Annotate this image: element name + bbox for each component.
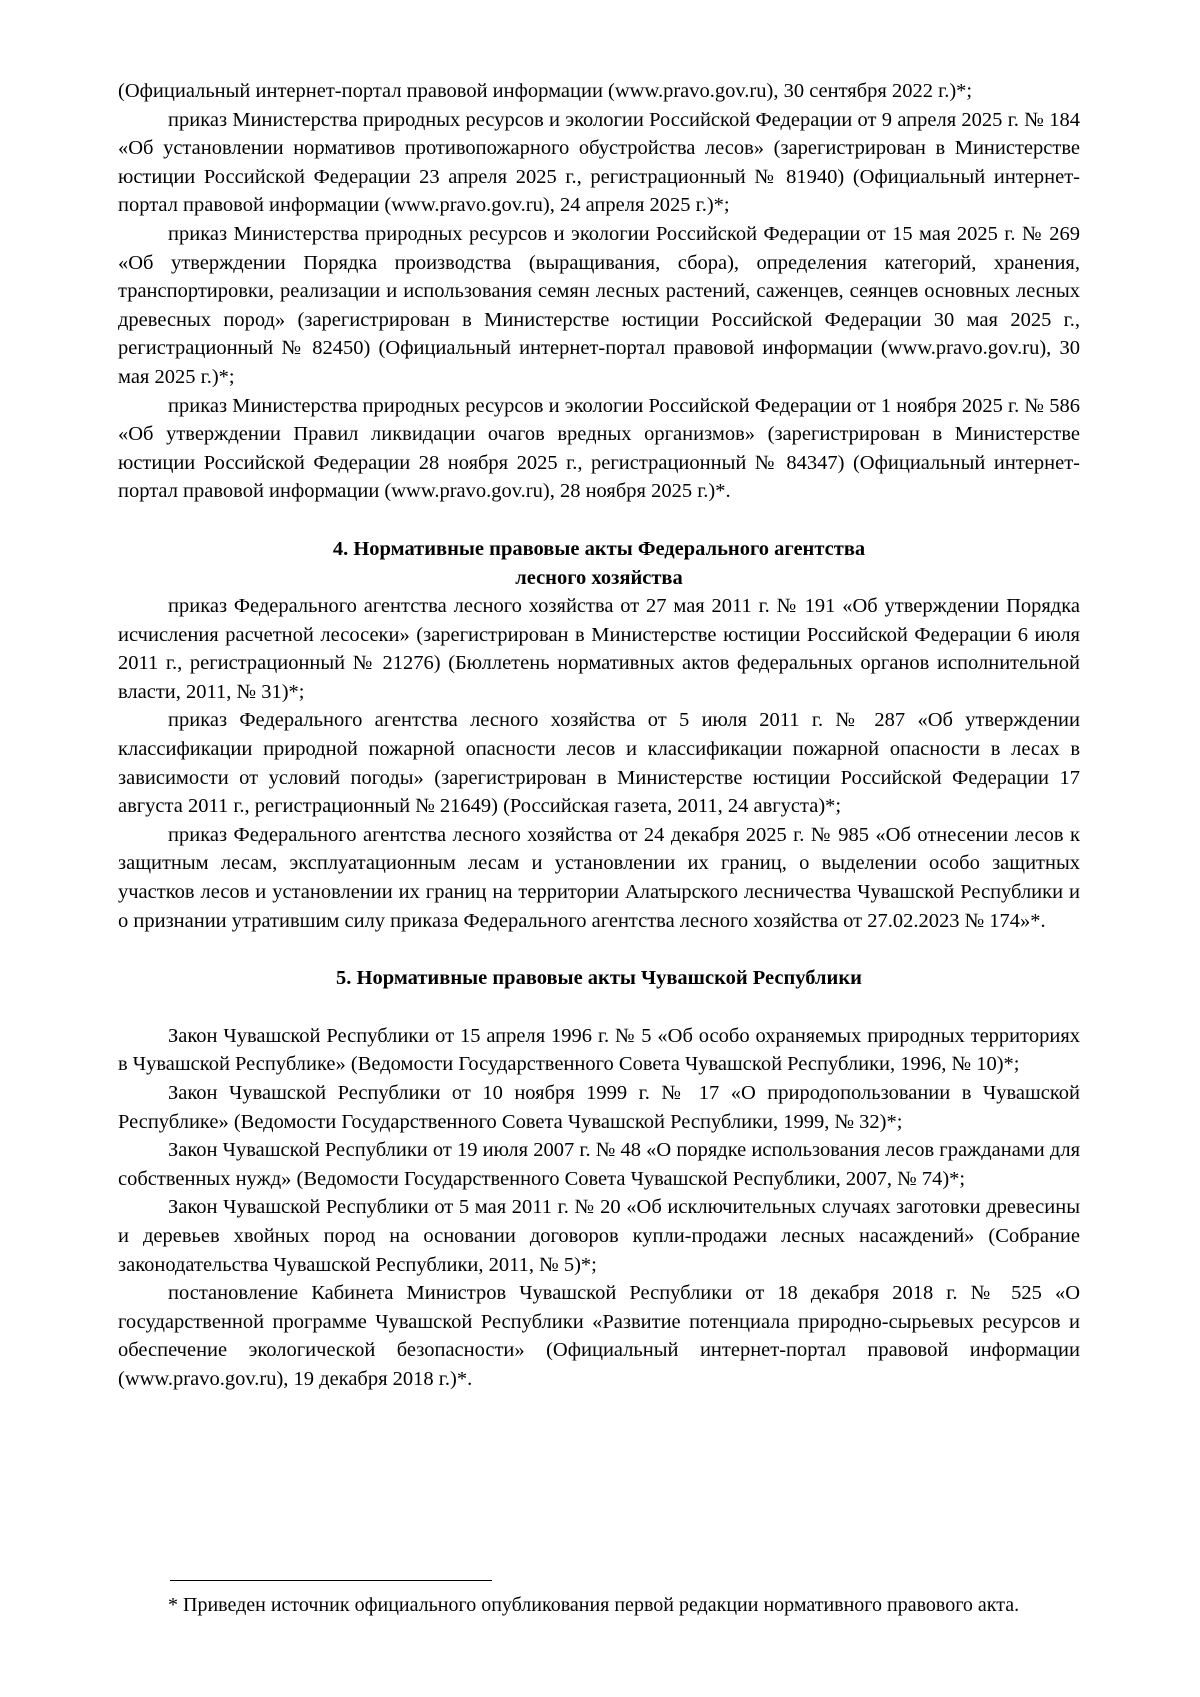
footnote-separator [170, 1580, 492, 1581]
paragraph-law-17: Закон Чувашской Республики от 10 ноября 1999 г. № 17 «О природопользовании в Чувашской Республике» (Ведомости Государственного Совета Чувашской Республики, 1999, № 32)*; [118, 1082, 1080, 1133]
paragraph-order-287: приказ Федерального агентства лесного хозяйства от 5 июля 2011 г. № 287 «Об утверждении классификации природной пожарной опасности лесов и классификации пожарной опасности в лесах в зависимости от условий погоды» (зарегистрирован в Министерстве юстиции Российской Федерации 17 августа 2011 г., регистрационный № 21649) (Российская газета, 2011, 24 августа)*; [118, 709, 1080, 818]
document-page [118, 77, 1080, 1394]
paragraph-order-586: приказ Министерства природных ресурсов и экологии Российской Федерации от 1 ноября 2025 г. № 586 «Об утверждении Правил ликвидации очагов вредных организмов» (зарегистрирован в Министерстве юстиции Российской Федерации 28 ноября 2025 г., регистрационный № 84347) (Официальный интернет-портал правовой информации (www.pravo.gov.ru), 28 ноября 2025 г.)*. [118, 394, 1080, 503]
spacer [118, 935, 1080, 964]
section-5-heading: 5. Нормативные правовые акты Чувашской Республики [336, 967, 862, 990]
spacer [118, 506, 1080, 535]
paragraph-order-184: приказ Министерства природных ресурсов и экологии Российской Федерации от 9 апреля 2025 г. № 184 «Об установлении нормативов противопожарного обустройства лесов» (зарегистрирован в Министерстве юстиции Российской Федерации 23 апреля 2025 г., регистрационный № 81940) (Официальный интернет-портал правовой информации (www.pravo.gov.ru), 24 апреля 2025 г.)*; [118, 108, 1080, 217]
footnote: * Приведен источник официального опубликования первой редакции нормативного правового акта. [168, 1594, 1020, 1616]
paragraph-order-985: приказ Федерального агентства лесного хозяйства от 24 декабря 2025 г. № 985 «Об отнесении лесов к защитным лесам, эксплуатационным лесам и установлении их границ, о выделении особо защитных участков лесов и установлении их границ на территории Алатырского лесничества Чувашской Республики и о признании утратившим силу приказа Федерального агентства лесного хозяйства от 27.02.2023 № 174»*. [118, 823, 1080, 932]
paragraph-order-269: приказ Министерства природных ресурсов и экологии Российской Федерации от 15 мая 2025 г. № 269 «Об утверждении Порядка производства (выращивания, сбора), определения категорий, хранения, транспортировки, реализации и использования семян лесных растений, саженцев, сеянцев основных лесных древесных пород» (зарегистрирован в Министерстве юстиции Российской Федерации 30 мая 2025 г., регистрационный № 82450) (Официальный интернет-портал правовой информации (www.pravo.gov.ru), 30 мая 2025 г.)*; [118, 222, 1080, 388]
paragraph-law-20: Закон Чувашской Республики от 5 мая 2011 г. № 20 «Об исключительных случаях заготовки древесины и деревьев хвойных пород на основании договоров купли-продажи лесных насаждений» (Собрание законодательства Чувашской Республики, 2011, № 5)*; [118, 1196, 1080, 1276]
paragraph-resolution-525: постановление Кабинета Министров Чувашской Республики от 18 декабря 2018 г. № 525 «О государственной программе Чувашской Республики «Развитие потенциала природно-сырьевых ресурсов и обеспечение экологической безопасности» (Официальный интернет-портал правовой информации (www.pravo.gov.ru), 19 декабря 2018 г.)*. [118, 1282, 1080, 1390]
paragraph-law-48: Закон Чувашской Республики от 19 июля 2007 г. № 48 «О порядке использования лесов гражданами для собственных нужд» (Ведомости Государственного Совета Чувашской Республики, 2007, № 74)*; [118, 1139, 1080, 1190]
section-4-heading-line-2: лесного хозяйства [515, 566, 683, 589]
paragraph-order-191: приказ Федерального агентства лесного хозяйства от 27 мая 2011 г. № 191 «Об утверждении Порядка исчисления расчетной лесосеки» (зарегистрирован в Министерстве юстиции Российской Федерации 6 июля 2011 г., регистрационный № 21276) (Бюллетень нормативных актов федеральных органов исполнительной власти, 2011, № 31)*; [118, 595, 1080, 703]
section-4-heading-line-1: 4. Нормативные правовые акты Федерального агентства [332, 537, 866, 560]
spacer [118, 993, 1080, 1022]
paragraph-law-5: Закон Чувашской Республики от 15 апреля 1996 г. № 5 «Об особо охраняемых природных территориях в Чувашской Республике» (Ведомости Государственного Совета Чувашской Республики, 1996, № 10)*; [118, 1024, 1080, 1076]
paragraph-continuation: (Официальный интернет-портал правовой информации (www.pravo.gov.ru), 30 сентября 2022 г.)*; [118, 80, 973, 102]
